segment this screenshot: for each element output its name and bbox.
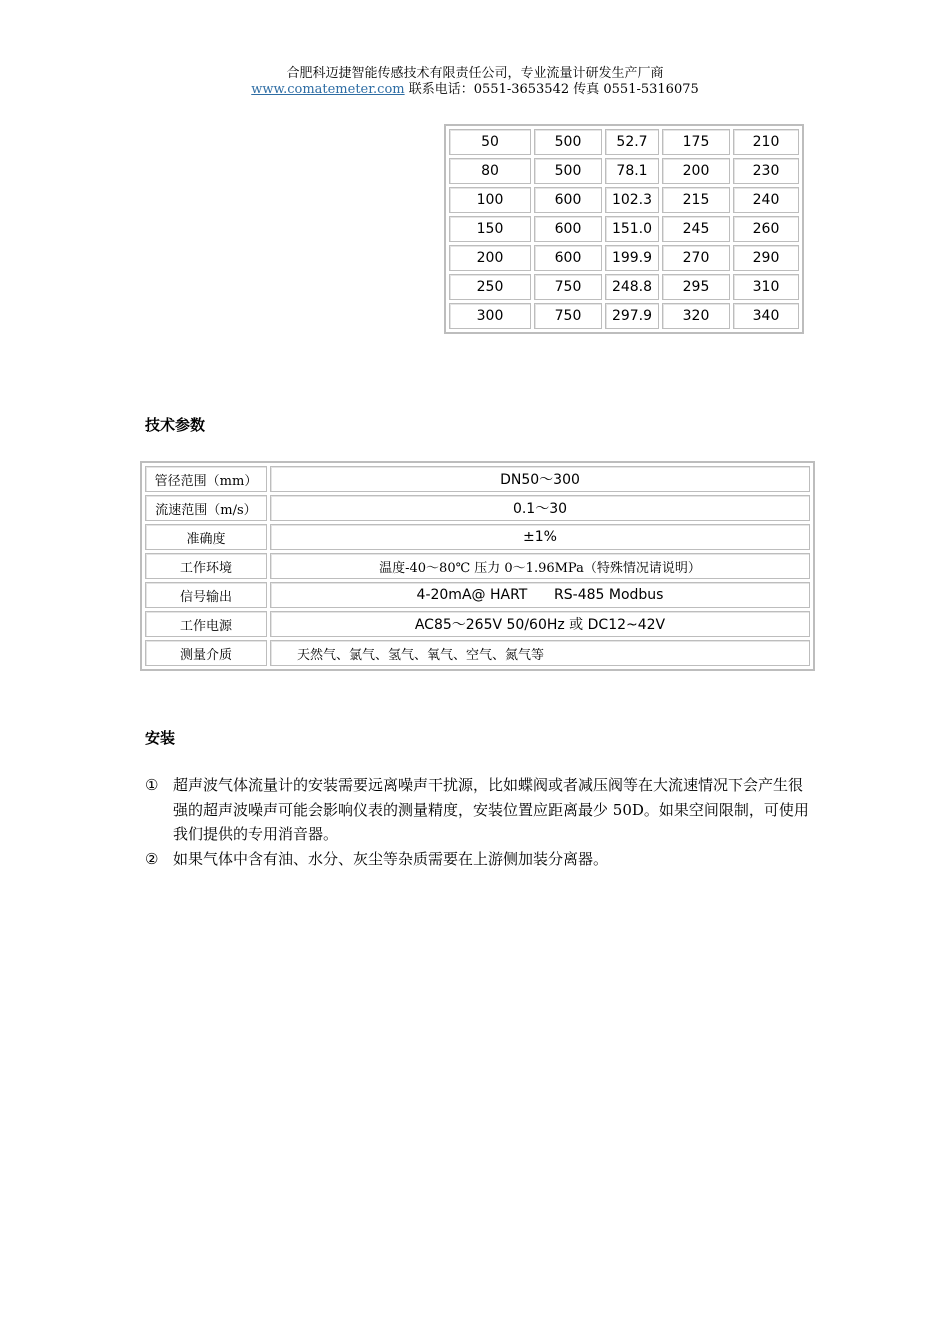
table-cell: 600 — [534, 216, 602, 242]
table-cell: 102.3 — [605, 187, 659, 213]
table-row — [449, 245, 799, 271]
spec-row — [145, 495, 810, 521]
spec-row — [145, 640, 810, 666]
table-cell: 150 — [449, 216, 531, 242]
table-cell: 500 — [534, 158, 602, 184]
spec-label: 信号输出 — [145, 582, 267, 608]
contact-line — [0, 82, 950, 98]
spec-label: 管径范围（mm） — [145, 466, 267, 492]
website-link[interactable]: www.comatemeter.com — [251, 82, 405, 97]
spec-label: 工作环境 — [145, 553, 267, 579]
table-cell: 500 — [534, 129, 602, 155]
item-text: 如果气体中含有油、水分、灰尘等杂质需要在上游侧加装分离器。 — [173, 849, 609, 868]
tech-params-table — [140, 461, 815, 671]
item-number: ① — [145, 776, 159, 794]
table-cell: 250 — [449, 274, 531, 300]
spec-value: 天然气、氯气、氢气、氧气、空气、氮气等 — [270, 640, 810, 666]
table-cell: 80 — [449, 158, 531, 184]
install-item — [145, 847, 810, 872]
table-cell: 297.9 — [605, 303, 659, 329]
spec-label: 工作电源 — [145, 611, 267, 637]
table-cell: 310 — [733, 274, 799, 300]
table-cell: 215 — [662, 187, 730, 213]
spec-label: 流速范围（m/s） — [145, 495, 267, 521]
spec-value: 温度-40～80℃ 压力 0～1.96MPa（特殊情况请说明） — [270, 553, 810, 579]
table-row — [449, 274, 799, 300]
table-cell: 295 — [662, 274, 730, 300]
table-cell: 320 — [662, 303, 730, 329]
spec-row — [145, 553, 810, 579]
spec-row — [145, 524, 810, 550]
table-cell: 200 — [662, 158, 730, 184]
table-cell: 78.1 — [605, 158, 659, 184]
spec-value: AC85～265V 50/60Hz 或 DC12~42V — [270, 611, 810, 637]
table-cell: 240 — [733, 187, 799, 213]
spec-label: 测量介质 — [145, 640, 267, 666]
table-cell: 199.9 — [605, 245, 659, 271]
spec-value: 0.1～30 — [270, 495, 810, 521]
install-list — [145, 773, 810, 871]
table-cell: 245 — [662, 216, 730, 242]
table-row — [449, 303, 799, 329]
table-cell: 290 — [733, 245, 799, 271]
item-number: ② — [145, 849, 159, 868]
table-cell: 600 — [534, 245, 602, 271]
table-cell: 200 — [449, 245, 531, 271]
tech-params-heading: 技术参数 — [145, 416, 206, 434]
table-cell: 175 — [662, 129, 730, 155]
install-item — [145, 773, 810, 847]
table-cell: 52.7 — [605, 129, 659, 155]
spec-row — [145, 611, 810, 637]
page-header — [0, 66, 950, 98]
contact-info: 联系电话：0551-3653542 传真 0551-5316075 — [408, 82, 699, 97]
table-cell: 600 — [534, 187, 602, 213]
table-row — [449, 158, 799, 184]
table-cell: 750 — [534, 274, 602, 300]
table-cell: 260 — [733, 216, 799, 242]
table-row — [449, 216, 799, 242]
table-cell: 340 — [733, 303, 799, 329]
table-cell: 300 — [449, 303, 531, 329]
spec-row — [145, 582, 810, 608]
spec-row — [145, 466, 810, 492]
table-cell: 100 — [449, 187, 531, 213]
install-heading: 安装 — [145, 729, 176, 747]
table-cell: 151.0 — [605, 216, 659, 242]
spec-value: 4-20mA@ HART RS-485 Modbus — [270, 582, 810, 608]
table-row — [449, 187, 799, 213]
table-cell: 750 — [534, 303, 602, 329]
table-cell: 270 — [662, 245, 730, 271]
spec-value: DN50～300 — [270, 466, 810, 492]
table-cell: 50 — [449, 129, 531, 155]
spec-value: ±1% — [270, 524, 810, 550]
table-cell: 210 — [733, 129, 799, 155]
item-text: 超声波气体流量计的安装需要远离噪声干扰源，比如蝶阀或者减压阀等在大流速情况下会产生很强的超声波噪声可能会影响仪表的测量精度，安装位置应距离最少 50D。如果空间限制，可使用我们提供的专用消音器。 — [173, 776, 809, 843]
company-line: 合肥科迈捷智能传感技术有限责任公司，专业流量计研发生产厂商 — [286, 66, 664, 81]
table-row — [449, 129, 799, 155]
table-cell: 248.8 — [605, 274, 659, 300]
table-cell: 230 — [733, 158, 799, 184]
dimensions-table — [444, 124, 804, 334]
spec-label: 准确度 — [145, 524, 267, 550]
